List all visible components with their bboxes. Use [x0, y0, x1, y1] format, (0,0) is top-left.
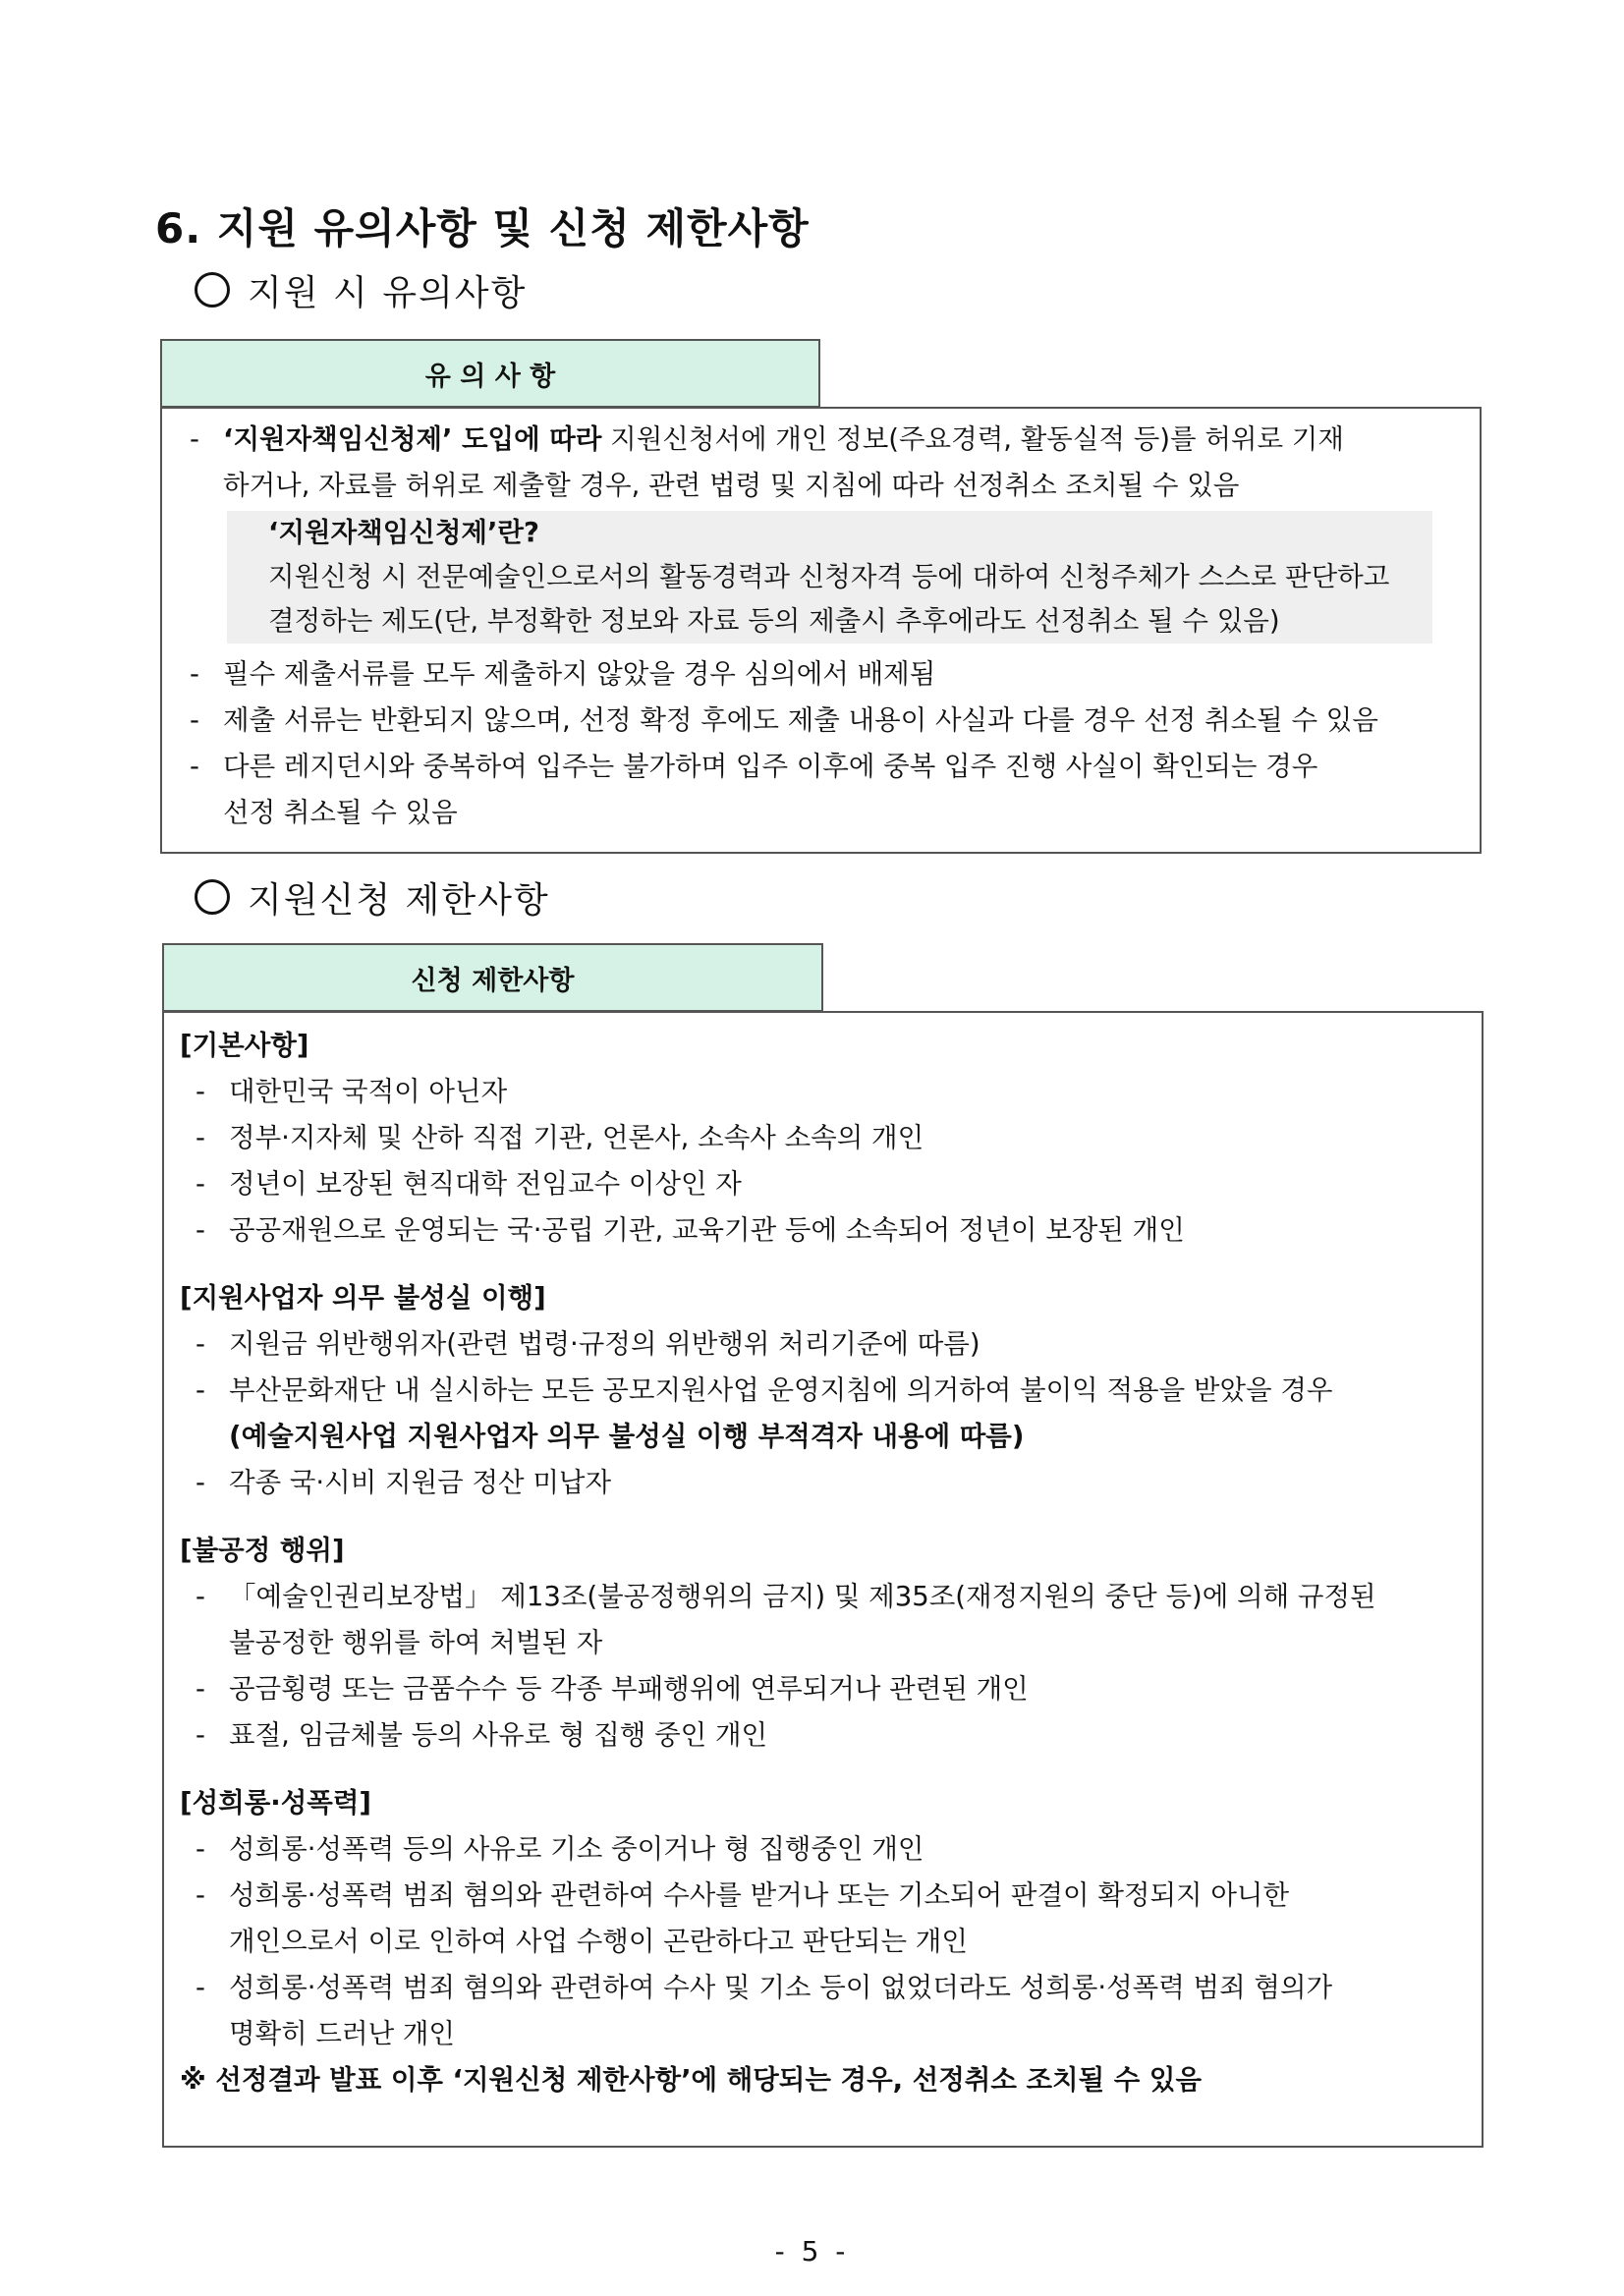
list-item: - 지원금 위반행위자(관련 법령·규정의 위반행위 처리기준에 따름): [196, 1328, 980, 1360]
list-item: - 성희롱·성폭력 범죄 혐의와 관련하여 수사 및 기소 등이 없었더라도 성희롱·성폭력 범죄 혐의가 명확히 드러난 개인: [196, 1972, 1333, 2049]
category-heading: [성희롱·성폭력]: [180, 1787, 371, 1819]
list-item: - 정부·지자체 및 산하 직접 기관, 언론사, 소속사 소속의 개인: [196, 1122, 924, 1153]
subsection-title: 지원신청 제한사항: [248, 880, 550, 921]
category-heading: [불공정 행위]: [180, 1535, 345, 1566]
list-item: - 각종 국·시비 지원금 정산 미납자: [196, 1467, 612, 1498]
section-title: 6. 지원 유의사항 및 신청 제한사항: [155, 204, 810, 252]
list-item: - 대한민국 국적이 아닌자: [196, 1076, 508, 1107]
circle-bullet-icon: [195, 272, 230, 308]
restrictions-table-body: [162, 1011, 1484, 2148]
notes-header-label: 유 의 사 항: [424, 361, 556, 392]
notes-table-body: [160, 407, 1482, 854]
subsection-title: 지원 시 유의사항: [248, 273, 528, 313]
list-item: - 「예술인권리보장법」 제13조(불공정행위의 금지) 및 제35조(재정지원의 중단 등)에 의해 규정된 불공정한 행위를 하여 처벌된 자: [196, 1581, 1376, 1658]
footnote: ※ 선정결과 발표 이후 ‘지원신청 제한사항’에 해당되는 경우, 선정취소 조치될 수 있음: [180, 2064, 1203, 2096]
page-number: - 5 -: [774, 2235, 850, 2268]
list-item: - 성희롱·성폭력 범죄 혐의와 관련하여 수사를 받거나 또는 기소되어 판결이 확정되지 아니한 개인으로서 이로 인하여 사업 수행이 곤란하다고 판단되는 개인: [196, 1879, 1290, 1957]
subsection-heading-notes: [195, 265, 527, 315]
subsection-heading-restrictions: [195, 872, 550, 923]
list-item: - 필수 제출서류를 모두 제출하지 않았을 경우 심의에서 배제됨: [190, 658, 936, 690]
restrictions-table-header: [162, 943, 823, 1012]
circle-bullet-icon: [195, 879, 230, 915]
list-item: - 제출 서류는 반환되지 않으며, 선정 확정 후에도 제출 내용이 사실과 다를 경우 선정 취소될 수 있음: [190, 704, 1378, 736]
bold-lead: ‘지원자책임신청제’ 도입에 따라: [223, 423, 602, 455]
list-item: - ‘지원자책임신청제’ 도입에 따라 지원신청서에 개인 정보(주요경력, 활동실적 등)를 허위로 기재 하거나, 자료를 허위로 제출할 경우, 관련 법령 및 지침에 따라 선정취소 조치될 수 있음: [190, 423, 1344, 501]
note-title: ‘지원자책임신청제’란?: [268, 517, 539, 548]
category-heading: [기본사항]: [180, 1030, 309, 1061]
list-item: - 표절, 임금체불 등의 사유로 형 집행 중인 개인: [196, 1719, 768, 1751]
list-item: - 공공재원으로 운영되는 국·공립 기관, 교육기관 등에 소속되어 정년이 보장된 개인: [196, 1214, 1185, 1246]
list-item: - 정년이 보장된 현직대학 전임교수 이상인 자: [196, 1168, 742, 1200]
note-line: 지원신청 시 전문예술인으로서의 활동경력과 신청자격 등에 대하여 신청주체가 스스로 판단하고: [268, 561, 1390, 592]
restrictions-header-label: 신청 제한사항: [411, 965, 575, 996]
note-line: 결정하는 제도(단, 부정확한 정보와 자료 등의 제출시 추후에라도 선정취소 될 수 있음): [268, 605, 1280, 637]
list-item: - 다른 레지던시와 중복하여 입주는 불가하며 입주 이후에 중복 입주 진행 사실이 확인되는 경우 선정 취소될 수 있음: [190, 751, 1318, 828]
list-item: - 공금횡령 또는 금품수수 등 각종 부패행위에 연루되거나 관련된 개인: [196, 1673, 1029, 1705]
list-item: - 성희롱·성폭력 등의 사유로 기소 중이거나 형 집행중인 개인: [196, 1833, 924, 1865]
category-heading: [지원사업자 의무 불성실 이행]: [180, 1282, 546, 1314]
list-item: - 부산문화재단 내 실시하는 모든 공모지원사업 운영지침에 의거하여 불이익 적용을 받았을 경우 (예술지원사업 지원사업자 의무 불성실 이행 부적격자 내용에 따름): [196, 1374, 1333, 1452]
notes-table-header: [160, 339, 820, 408]
definition-note-box: [227, 511, 1432, 644]
